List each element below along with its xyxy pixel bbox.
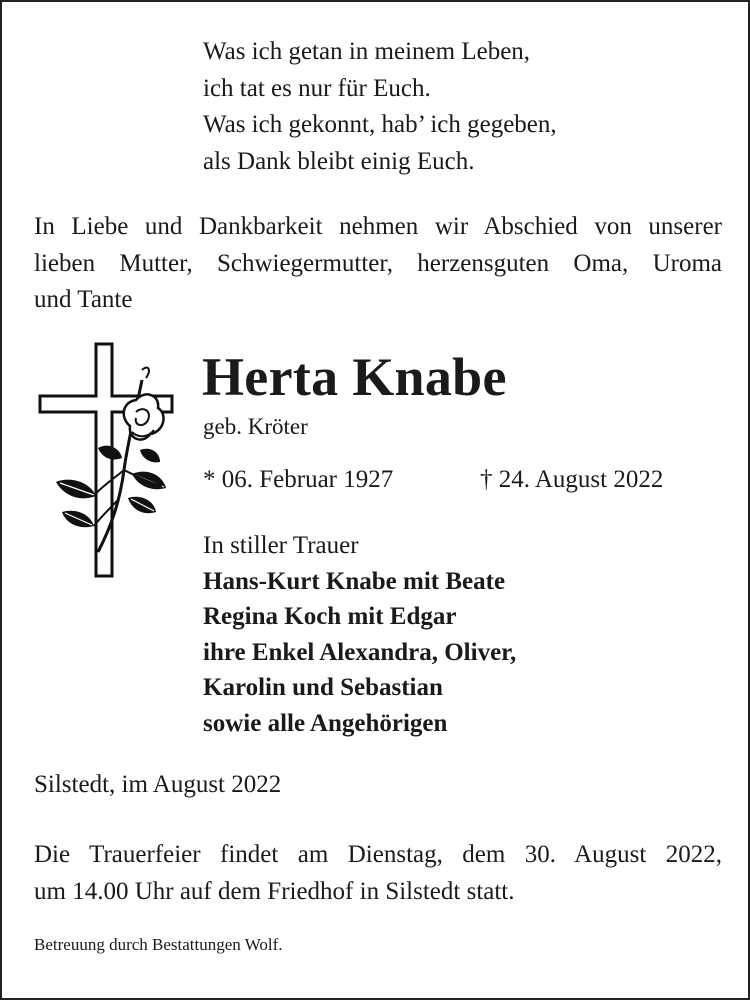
funeral-line: um 14.00 Uhr auf dem Friedhof in Silstedt statt.: [34, 877, 515, 905]
deceased-name: Herta Knabe: [202, 347, 507, 407]
mourner-line: Regina Koch mit Edgar: [203, 603, 457, 630]
poem-line: Was ich getan in meinem Leben,: [203, 38, 531, 65]
birth-name: geb. Kröter: [203, 414, 308, 439]
mourner-line: sowie alle Angehörigen: [203, 709, 448, 737]
funeral-info: [34, 837, 722, 910]
mourner-line: Karolin und Sebastian: [203, 674, 443, 701]
death-date: † 24. August 2022: [480, 466, 664, 493]
intro-line: lieben Mutter, Schwiegermutter, herzensguten Oma, Uroma: [34, 249, 722, 277]
poem-line: ich tat es nur für Euch.: [203, 74, 431, 102]
mourner-line: Hans-Kurt Knabe mit Beate: [203, 567, 506, 595]
birth-date: * 06. Februar 1927: [203, 466, 394, 493]
intro-line: und Tante: [34, 286, 133, 313]
poem-line: Was ich gekonnt, hab’ ich gegeben,: [203, 111, 557, 138]
intro-line: In Liebe und Dankbarkeit nehmen wir Abschied von unserer: [34, 213, 722, 240]
cross-with-rose-icon: [36, 340, 178, 582]
intro-text: [34, 209, 722, 319]
memorial-poem: [203, 34, 557, 180]
mourning-label: In stiller Trauer: [203, 532, 359, 559]
mourners-block: [203, 528, 516, 741]
poem-line: als Dank bleibt einig Euch.: [203, 147, 475, 175]
funeral-line: Die Trauerfeier findet am Dienstag, dem 30. August 2022,: [34, 841, 722, 868]
place-and-date: Silstedt, im August 2022: [34, 771, 282, 798]
undertaker-note: Betreuung durch Bestattungen Wolf.: [34, 935, 283, 954]
mourner-line: ihre Enkel Alexandra, Oliver,: [203, 638, 517, 666]
